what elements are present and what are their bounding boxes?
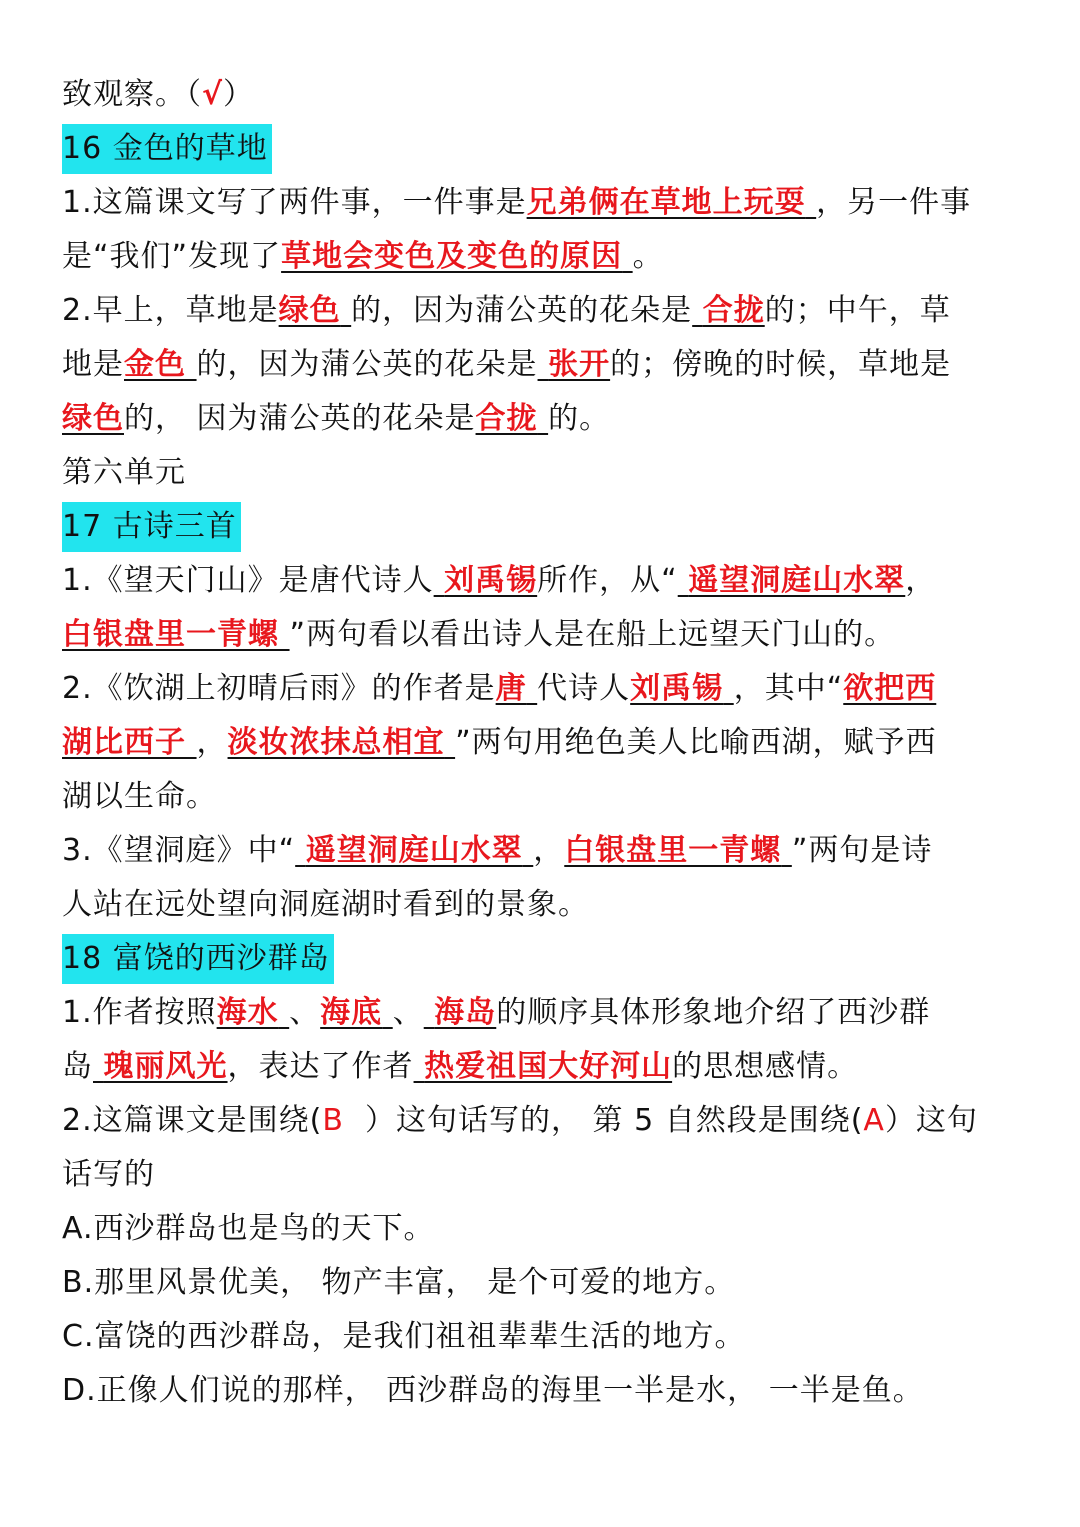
text: 的，因为蒲公英的花朵是: [196, 347, 538, 382]
q18-2-line-2: [62, 1148, 1022, 1202]
text: 致观察。（: [62, 77, 202, 112]
answer: 白银盘里一青螺: [62, 617, 279, 652]
continued-line: [62, 68, 1022, 122]
text: 、: [392, 995, 424, 1030]
blank: [527, 671, 538, 706]
answer: 海水: [216, 995, 279, 1030]
answer: 瑰丽风光: [103, 1049, 228, 1084]
q17-3-line-1: [62, 824, 1022, 878]
answer: 金色: [124, 347, 186, 382]
blank: [93, 1049, 104, 1084]
blank: [434, 563, 445, 598]
blank: [279, 617, 290, 652]
answer: 刘禹锡: [630, 671, 724, 706]
text: ）这句: [884, 1103, 978, 1138]
text: 的，因为蒲公英的花朵是: [351, 293, 693, 328]
q18-2-line-1: [62, 1094, 1022, 1148]
answer: 绿色: [278, 293, 341, 328]
text: 的；中午，草: [764, 293, 951, 328]
blank: [523, 833, 534, 868]
blank: [723, 671, 734, 706]
lesson-17-title: 17 古诗三首: [62, 502, 241, 552]
text: 3.《望洞庭》中“: [62, 833, 296, 868]
blank: [538, 401, 549, 436]
blank: [538, 347, 549, 382]
text: ）: [223, 77, 255, 112]
text: 的顺序具体形象地介绍了西沙群: [496, 995, 931, 1030]
q17-1-line-1: [62, 554, 1022, 608]
text: 2.早上，草地是: [62, 293, 279, 328]
text: 、: [289, 995, 321, 1030]
text: 是“我们”发现了: [62, 239, 282, 274]
blank: [806, 185, 817, 220]
q16-2-line-3: [62, 392, 1022, 446]
q17-2-line-1: [62, 662, 1022, 716]
answer: 兄弟俩在草地上玩耍: [526, 185, 806, 220]
q18-1-line-2: [62, 1040, 1022, 1094]
option-a: A.西沙群岛也是鸟的天下。: [62, 1211, 435, 1246]
text: ”两句用绝色美人比喻西湖，赋予西: [455, 725, 937, 760]
q17-3-line-2: [62, 878, 1022, 932]
text: ，: [533, 833, 565, 868]
answer: 绿色: [62, 401, 124, 436]
text: 话写的: [62, 1157, 155, 1192]
text: 的。: [548, 401, 611, 436]
option-b: B.那里风景优美， 物产丰富， 是个可爱的地方。: [62, 1265, 736, 1300]
blank: [678, 563, 689, 598]
text: 人站在远处望向洞庭湖时看到的景象。: [62, 887, 589, 922]
text: 1.这篇课文写了两件事，一件事是: [62, 185, 527, 220]
answer: A: [863, 1103, 885, 1138]
text: ，其中“: [733, 671, 844, 706]
answer: 白银盘里一青螺: [564, 833, 782, 868]
text: 岛: [62, 1049, 93, 1084]
unit-heading: 第六单元: [62, 455, 186, 490]
text: ”两句是诗: [791, 833, 933, 868]
text: 2.《饮湖上初晴后雨》的作者是: [62, 671, 496, 706]
answer: 湖比西子: [62, 725, 186, 760]
answer: 海底: [320, 995, 383, 1030]
q16-2-line-1: [62, 284, 1022, 338]
answer: 遥望洞庭山水翠: [305, 833, 523, 868]
text: 1.作者按照: [62, 995, 217, 1030]
answer: 淡妆浓抹总相宜: [227, 725, 445, 760]
q16-1-line-2: [62, 230, 1022, 284]
lesson-16-heading-row: [62, 122, 1022, 176]
q16-1-line-1: [62, 176, 1022, 230]
answer: 合拢: [702, 293, 765, 328]
answer: B: [322, 1103, 344, 1138]
blank: [445, 725, 456, 760]
text: ，: [905, 563, 937, 598]
blank: [341, 293, 352, 328]
answer: 海岛: [434, 995, 497, 1030]
answer: 欲把西: [843, 671, 937, 706]
text: ，另一件事: [816, 185, 972, 220]
blank: [382, 995, 393, 1030]
option-c: C.富饶的西沙群岛，是我们祖祖辈辈生活的地方。: [62, 1319, 746, 1354]
q17-2-line-2: [62, 716, 1022, 770]
blank: [279, 995, 290, 1030]
text: 所作，从“: [537, 563, 678, 598]
blank: [414, 1049, 425, 1084]
blank: [186, 725, 197, 760]
check-mark-icon: √: [202, 77, 224, 112]
answer: 刘禹锡: [444, 563, 538, 598]
answer: 热爱祖国大好河山: [424, 1049, 673, 1084]
lesson-16-title: 16 金色的草地: [62, 124, 272, 174]
text: 的， 因为蒲公英的花朵是: [124, 401, 476, 436]
answer: 合拢: [475, 401, 538, 436]
text: ，表达了作者: [227, 1049, 414, 1084]
q16-2-line-2: [62, 338, 1022, 392]
text: 。: [632, 239, 664, 274]
q18-1-line-1: [62, 986, 1022, 1040]
blank: [781, 833, 792, 868]
blank: [692, 293, 703, 328]
blank: [186, 347, 197, 382]
option-d: D.正像人们说的那样， 西沙群岛的海里一半是水， 一半是鱼。: [62, 1373, 924, 1408]
lesson-17-heading-row: [62, 500, 1022, 554]
answer: 遥望洞庭山水翠: [688, 563, 906, 598]
worksheet-page: [62, 68, 1022, 1418]
text: ，: [196, 725, 228, 760]
text: 湖以生命。: [62, 779, 217, 814]
text: ）这句话写的， 第 5 自然段是围绕(: [365, 1103, 864, 1138]
text: 2.这篇课文是围绕(: [62, 1103, 323, 1138]
blank: [424, 995, 435, 1030]
text: 1.《望天门山》是唐代诗人: [62, 563, 434, 598]
q17-1-line-2: [62, 608, 1022, 662]
answer: 张开: [548, 347, 611, 382]
blank: [622, 239, 633, 274]
blank: [295, 833, 306, 868]
text: 代诗人: [537, 671, 631, 706]
text: ”两句看以看出诗人是在船上远望天门山的。: [289, 617, 896, 652]
lesson-18-title: 18 富饶的西沙群岛: [62, 934, 334, 984]
text: 地是: [62, 347, 124, 382]
text: 的；傍晚的时候，草地是: [610, 347, 952, 382]
answer: 草地会变色及变色的原因: [281, 239, 623, 274]
text: 的思想感情。: [672, 1049, 859, 1084]
q17-2-line-3: [62, 770, 1022, 824]
answer: 唐: [495, 671, 527, 706]
lesson-18-heading-row: [62, 932, 1022, 986]
